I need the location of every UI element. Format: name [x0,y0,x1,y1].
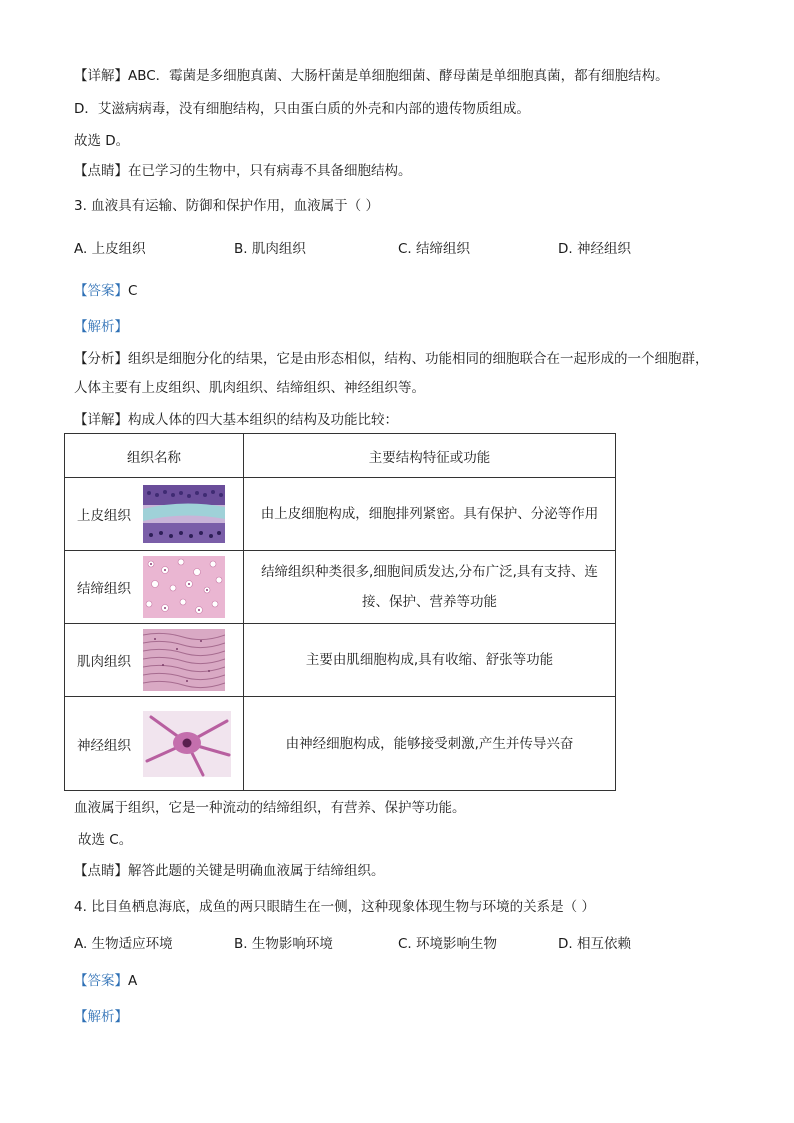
header-feature: 主要结构特征或功能 [244,434,616,478]
q3-conclusion: 血液属于组织，它是一种流动的结缔组织，有营养、保护等功能。 [74,800,466,816]
answer-tag: 【答案】 [74,973,128,989]
table-row [65,478,616,551]
answer-tag: 【答案】 [74,283,128,299]
prev-option-d: D．艾滋病病毒，没有细胞结构，只由蛋白质的外壳和内部的遗传物质组成。 [74,101,530,117]
header-tissue-name: 组织名称 [65,434,244,478]
table-header-row [65,434,616,478]
q3-option-b: B. 肌肉组织 [234,241,306,257]
q3-point: 【点睛】解答此题的关键是明确血液属于结缔组织。 [74,863,385,879]
q4-stem: 4. 比目鱼栖息海底，成鱼的两只眼睛生在一侧，这种现象体现生物与环境的关系是（ ） [74,899,595,915]
tissue-name: 神经组织 [77,737,131,754]
q3-answer [74,281,137,301]
prev-detail: 【详解】ABC．霉菌是多细胞真菌、大肠杆菌是单细胞细菌、酵母菌是单细胞真菌，都有细胞结构。 [74,68,669,84]
q3-analysis-p1: 【分析】组织是细胞分化的结果，它是由形态相似，结构、功能相同的细胞联合在一起形成的一个细胞群， [74,351,709,367]
q3-analysis-p2: 人体主要有上皮组织、肌肉组织、结缔组织、神经组织等。 [74,380,425,396]
tissue-name: 肌肉组织 [77,654,131,670]
q4-option-a: A. 生物适应环境 [74,936,173,952]
table-row [65,551,616,624]
table-row [65,624,616,697]
prev-choice: 故选 D。 [74,133,130,149]
q4-analysis-tag: 【解析】 [74,1009,128,1025]
tissue-name: 上皮组织 [77,508,131,524]
prev-point: 【点睛】在已学习的生物中，只有病毒不具备细胞结构。 [74,163,412,179]
epithelial-tissue-image [143,485,225,543]
q4-option-c: C. 环境影响生物 [398,936,498,952]
q3-option-c: C. 结缔组织 [398,241,471,257]
q4-option-b: B. 生物影响环境 [234,936,333,952]
q4-answer [74,971,137,991]
q3-stem: 3. 血液具有运输、防御和保护作用，血液属于（ ） [74,198,379,214]
q3-option-a: A. 上皮组织 [74,241,146,257]
tissue-desc: 由上皮细胞构成，细胞排列紧密。具有保护、分泌等作用 [260,506,599,522]
q3-option-d: D. 神经组织 [558,241,631,257]
tissue-desc: 主要由肌细胞构成,具有收缩、舒张等功能 [305,652,554,668]
q3-choice: 故选 C。 [78,832,133,848]
tissue-name: 结缔组织 [77,581,131,597]
nerve-tissue-image [143,711,231,777]
table-row [65,697,616,791]
connective-tissue-image [143,556,225,618]
tissue-comparison-table [64,433,616,791]
q3-detail-intro: 【详解】构成人体的四大基本组织的结构及功能比较： [74,412,398,428]
q4-option-d: D. 相互依赖 [558,936,631,952]
answer-value: C [128,283,138,299]
answer-value: A [128,973,138,989]
q3-analysis-tag: 【解析】 [74,319,128,335]
tissue-desc: 由神经细胞构成，能够接受刺激,产生并传导兴奋 [285,735,574,752]
muscle-tissue-image [143,629,225,691]
tissue-desc: 结缔组织种类很多,细胞间质发达,分布广泛,具有支持、连接、保护、营养等功能 [261,564,598,610]
